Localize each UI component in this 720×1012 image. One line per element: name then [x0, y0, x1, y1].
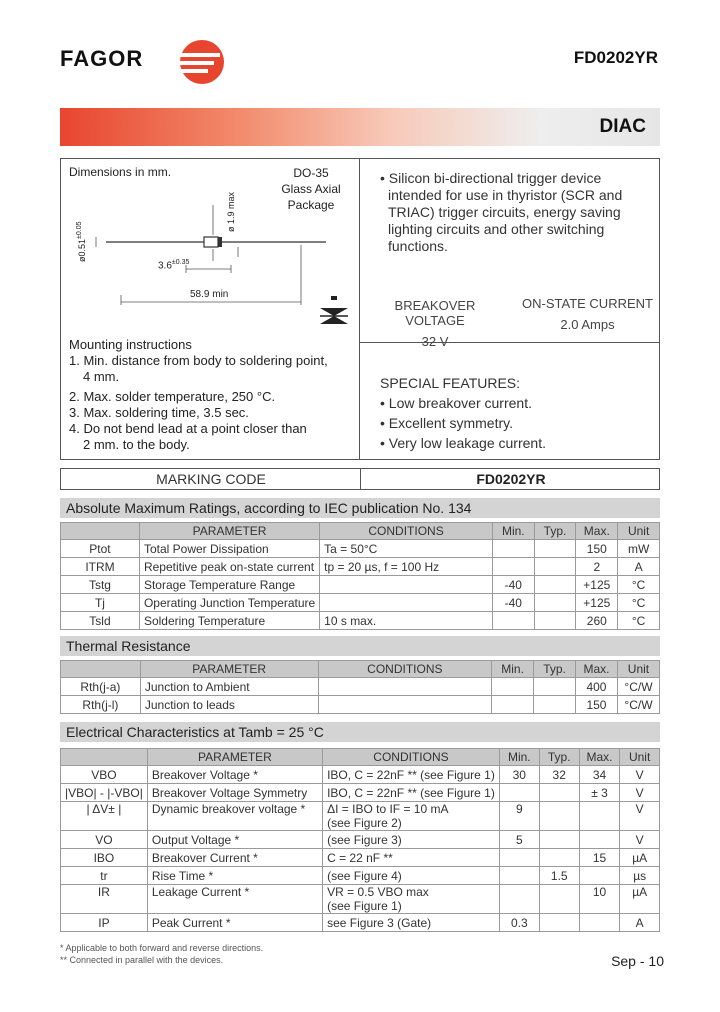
- min-cell: 5: [499, 831, 539, 849]
- breakover-spec: [370, 298, 500, 349]
- symbol-cell: Tj: [61, 594, 140, 612]
- header-cell: Min.: [492, 661, 534, 678]
- max-cell: [579, 867, 620, 885]
- max-cell: 34: [579, 766, 620, 784]
- symbol-cell: Tstg: [61, 576, 140, 594]
- cond-cell: [318, 696, 492, 714]
- footnote: ** Connected in parallel with the devices.: [60, 955, 224, 965]
- header-cell: Min.: [492, 523, 534, 540]
- unit-cell: V: [620, 784, 660, 802]
- cond-cell: IBO, C = 22nF ** (see Figure 1): [323, 766, 500, 784]
- min-cell: [492, 558, 534, 576]
- max-cell: 2: [576, 558, 618, 576]
- description-line: TRIAC) trigger circuits, energy saving: [388, 204, 621, 220]
- header-cell: CONDITIONS: [323, 749, 500, 766]
- max-cell: +125: [576, 594, 618, 612]
- dimensions-title: Dimensions in mm.: [69, 165, 172, 179]
- category-banner: [60, 108, 660, 146]
- min-cell: [492, 540, 534, 558]
- cond-cell: Ta = 50°C: [320, 540, 493, 558]
- symbol-cell: |VBO| - |-VBO|: [61, 784, 148, 802]
- dim-total-length: 58.9 min: [190, 289, 229, 300]
- dim-body-diameter: ø 1.9 max: [226, 191, 236, 232]
- table-row: [61, 784, 660, 802]
- typ-cell: [534, 540, 576, 558]
- min-cell: [492, 696, 534, 714]
- header-cell: [61, 661, 141, 678]
- unit-cell: µA: [620, 849, 660, 867]
- current-spec: [520, 296, 655, 332]
- typ-cell: [539, 914, 579, 932]
- header-cell: Unit: [617, 661, 659, 678]
- header-cell: Max.: [576, 661, 618, 678]
- cond-cell: [320, 594, 493, 612]
- param-cell: Rise Time *: [147, 867, 322, 885]
- unit-cell: V: [620, 831, 660, 849]
- symbol-cell: Rth(j-a): [61, 678, 141, 696]
- symbol-cell: | ΔV± |: [61, 802, 148, 831]
- symbol-cell: ITRM: [61, 558, 140, 576]
- param-cell: Junction to leads: [140, 696, 318, 714]
- max-cell: 10: [579, 885, 620, 914]
- header-cell: Min.: [499, 749, 539, 766]
- cond-cell: tp = 20 µs, f = 100 Hz: [320, 558, 493, 576]
- table-row: [61, 612, 660, 630]
- max-cell: 150: [576, 696, 618, 714]
- table-row: [61, 885, 660, 914]
- max-cell: +125: [576, 576, 618, 594]
- cond-cell: [323, 885, 500, 914]
- unit-cell: µs: [620, 867, 660, 885]
- typ-cell: [534, 678, 576, 696]
- min-cell: 30: [499, 766, 539, 784]
- header-cell: [61, 523, 140, 540]
- param-cell: Breakover Current *: [147, 849, 322, 867]
- dim-lead-diameter-value: ø0.51: [77, 238, 87, 262]
- cond-cell: 10 s max.: [320, 612, 493, 630]
- param-cell: Soldering Temperature: [139, 612, 319, 630]
- symbol-cell: Tsld: [61, 612, 140, 630]
- table-header-row: [61, 749, 660, 766]
- unit-cell: mW: [618, 540, 660, 558]
- header-cell: PARAMETER: [147, 749, 322, 766]
- info-divider-v: [359, 158, 360, 460]
- table-row: [61, 914, 660, 932]
- cond-cell: IBO, C = 22nF ** (see Figure 1): [323, 784, 500, 802]
- header-cell: CONDITIONS: [318, 661, 492, 678]
- electrical-title: Electrical Characteristics at Tamb = 25 °C: [60, 722, 660, 742]
- cond-cell: (see Figure 4): [323, 867, 500, 885]
- symbol-cell: tr: [61, 867, 148, 885]
- typ-cell: 32: [539, 766, 579, 784]
- abs-max-title: Absolute Maximum Ratings, according to IEC publication No. 134: [60, 498, 660, 518]
- max-cell: [579, 914, 620, 932]
- unit-cell: °C: [618, 594, 660, 612]
- feature-item: • Low breakover current.: [380, 395, 532, 411]
- min-cell: -40: [492, 594, 534, 612]
- min-cell: [492, 612, 534, 630]
- min-cell: 9: [499, 802, 539, 831]
- symbol-cell: VO: [61, 831, 148, 849]
- symbol-cell: Ptot: [61, 540, 140, 558]
- mounting-item: 2. Max. solder temperature, 250 °C.: [69, 389, 276, 404]
- param-cell: Junction to Ambient: [140, 678, 318, 696]
- typ-cell: [539, 849, 579, 867]
- unit-cell: A: [620, 914, 660, 932]
- param-cell: Total Power Dissipation: [139, 540, 319, 558]
- marking-label: MARKING CODE: [156, 471, 266, 487]
- cond-line: VR = 0.5 VBO max: [327, 885, 429, 899]
- header-cell: Unit: [620, 749, 660, 766]
- header-cell: Typ.: [534, 661, 576, 678]
- table-row: [61, 678, 660, 696]
- typ-cell: [539, 831, 579, 849]
- dim-body-tolerance: ±0.35: [171, 259, 190, 266]
- symbol-cell: IBO: [61, 849, 148, 867]
- table-header-row: [61, 523, 660, 540]
- description-line: intended for use in thyristor (SCR and: [388, 187, 623, 203]
- mounting-item: 4. Do not bend lead at a point closer than: [69, 421, 307, 436]
- mounting-title: Mounting instructions: [69, 337, 192, 352]
- description-line: • Silicon bi-directional trigger device: [380, 170, 602, 186]
- table-header-row: [61, 661, 660, 678]
- table-row: [61, 867, 660, 885]
- typ-cell: [539, 784, 579, 802]
- thermal-table: [60, 660, 660, 714]
- symbol-cell: Rth(j-l): [61, 696, 141, 714]
- table-row: [61, 594, 660, 612]
- unit-cell: V: [620, 802, 660, 831]
- package-line-3: Package: [287, 198, 335, 212]
- cond-cell: C = 22 nF **: [323, 849, 500, 867]
- header-cell: Max.: [579, 749, 620, 766]
- param-cell: Dynamic breakover voltage *: [147, 802, 322, 831]
- mounting-item: 1. Min. distance from body to soldering point,: [69, 353, 328, 368]
- min-cell: [499, 849, 539, 867]
- description-line: functions.: [388, 238, 448, 254]
- min-cell: [499, 885, 539, 914]
- description-line: lighting circuits and other switching: [388, 221, 605, 237]
- current-label: ON-STATE CURRENT: [522, 296, 653, 311]
- table-row: [61, 831, 660, 849]
- cond-cell: see Figure 3 (Gate): [323, 914, 500, 932]
- min-cell: 0.3: [499, 914, 539, 932]
- max-cell: ± 3: [579, 784, 620, 802]
- typ-cell: [539, 885, 579, 914]
- brand-logo-text: FAGOR: [60, 46, 144, 71]
- feature-item: • Excellent symmetry.: [380, 415, 513, 431]
- cond-line: (see Figure 1): [327, 899, 402, 913]
- mounting-instructions: [69, 337, 328, 453]
- typ-cell: [534, 612, 576, 630]
- symbol-cell: IR: [61, 885, 148, 914]
- cond-line: (see Figure 2): [327, 816, 402, 830]
- package-line-1: DO-35: [293, 166, 329, 180]
- typ-cell: [534, 576, 576, 594]
- fagor-logo-icon: [176, 38, 228, 86]
- max-cell: 260: [576, 612, 618, 630]
- part-number-header: FD0202YR: [573, 48, 658, 67]
- typ-cell: [539, 802, 579, 831]
- typ-cell: [534, 558, 576, 576]
- diac-symbol-icon: [318, 294, 350, 334]
- unit-cell: °C: [618, 612, 660, 630]
- thermal-title: Thermal Resistance: [60, 636, 660, 656]
- breakover-value: 32 V: [421, 334, 449, 349]
- symbol-cell: IP: [61, 914, 148, 932]
- header-cell: Max.: [576, 523, 618, 540]
- unit-cell: V: [620, 766, 660, 784]
- mounting-item: 2 mm. to the body.: [83, 437, 190, 452]
- cond-cell: [323, 802, 500, 831]
- param-cell: Peak Current *: [147, 914, 322, 932]
- cond-line: ΔI = IBO to IF = 10 mA: [327, 802, 449, 816]
- header-cell: Typ.: [534, 523, 576, 540]
- footnotes: [60, 942, 263, 966]
- category-label: DIAC: [599, 116, 646, 137]
- electrical-table: [60, 748, 660, 932]
- special-features-title: SPECIAL FEATURES:: [380, 375, 521, 391]
- package-line-2: Glass Axial: [281, 182, 341, 196]
- min-cell: [499, 784, 539, 802]
- max-cell: [579, 802, 620, 831]
- marking-box: [60, 468, 660, 490]
- table-row: [61, 558, 660, 576]
- cond-cell: (see Figure 3): [323, 831, 500, 849]
- min-cell: [499, 867, 539, 885]
- table-row: [61, 849, 660, 867]
- mounting-item: 3. Max. soldering time, 3.5 sec.: [69, 405, 249, 420]
- special-features: [380, 373, 546, 453]
- mounting-item: 4 mm.: [83, 369, 120, 384]
- typ-cell: 1.5: [539, 867, 579, 885]
- max-cell: 150: [576, 540, 618, 558]
- param-cell: Repetitive peak on-state current: [139, 558, 319, 576]
- unit-cell: °C/W: [617, 696, 659, 714]
- description: [380, 170, 650, 255]
- footnote: * Applicable to both forward and reverse directions.: [60, 943, 264, 953]
- table-row: [61, 696, 660, 714]
- header-cell: Unit: [618, 523, 660, 540]
- param-cell: Breakover Voltage *: [147, 766, 322, 784]
- dim-body-length: [158, 259, 189, 271]
- header-cell: CONDITIONS: [320, 523, 493, 540]
- table-row: [61, 576, 660, 594]
- header-cell: [61, 749, 148, 766]
- dim-body-length-value: 3.6: [158, 260, 172, 272]
- param-cell: Operating Junction Temperature: [139, 594, 319, 612]
- max-cell: [579, 831, 620, 849]
- table-row: [61, 802, 660, 831]
- table-row: [61, 540, 660, 558]
- param-cell: Breakover Voltage Symmetry: [147, 784, 322, 802]
- table-row: [61, 766, 660, 784]
- max-cell: 400: [576, 678, 618, 696]
- feature-item: • Very low leakage current.: [380, 435, 546, 451]
- unit-cell: °C/W: [617, 678, 659, 696]
- typ-cell: [534, 696, 576, 714]
- min-cell: [492, 678, 534, 696]
- header-cell: PARAMETER: [139, 523, 319, 540]
- param-cell: Storage Temperature Range: [139, 576, 319, 594]
- cond-cell: [320, 576, 493, 594]
- cond-cell: [318, 678, 492, 696]
- header-cell: Typ.: [539, 749, 579, 766]
- param-cell: Leakage Current *: [147, 885, 322, 914]
- unit-cell: µA: [620, 885, 660, 914]
- min-cell: -40: [492, 576, 534, 594]
- unit-cell: A: [618, 558, 660, 576]
- current-value: 2.0 Amps: [560, 317, 615, 332]
- marking-value: FD0202YR: [476, 471, 546, 487]
- symbol-cell: VBO: [61, 766, 148, 784]
- max-cell: 15: [579, 849, 620, 867]
- header-cell: PARAMETER: [140, 661, 318, 678]
- breakover-label: BREAKOVER VOLTAGE: [394, 298, 476, 328]
- typ-cell: [534, 594, 576, 612]
- param-cell: Output Voltage *: [147, 831, 322, 849]
- dim-lead-tolerance: ±0.05: [76, 221, 83, 239]
- unit-cell: °C: [618, 576, 660, 594]
- footer-date: Sep - 10: [611, 953, 664, 969]
- dim-lead-diameter: [76, 222, 87, 262]
- abs-max-table: [60, 522, 660, 630]
